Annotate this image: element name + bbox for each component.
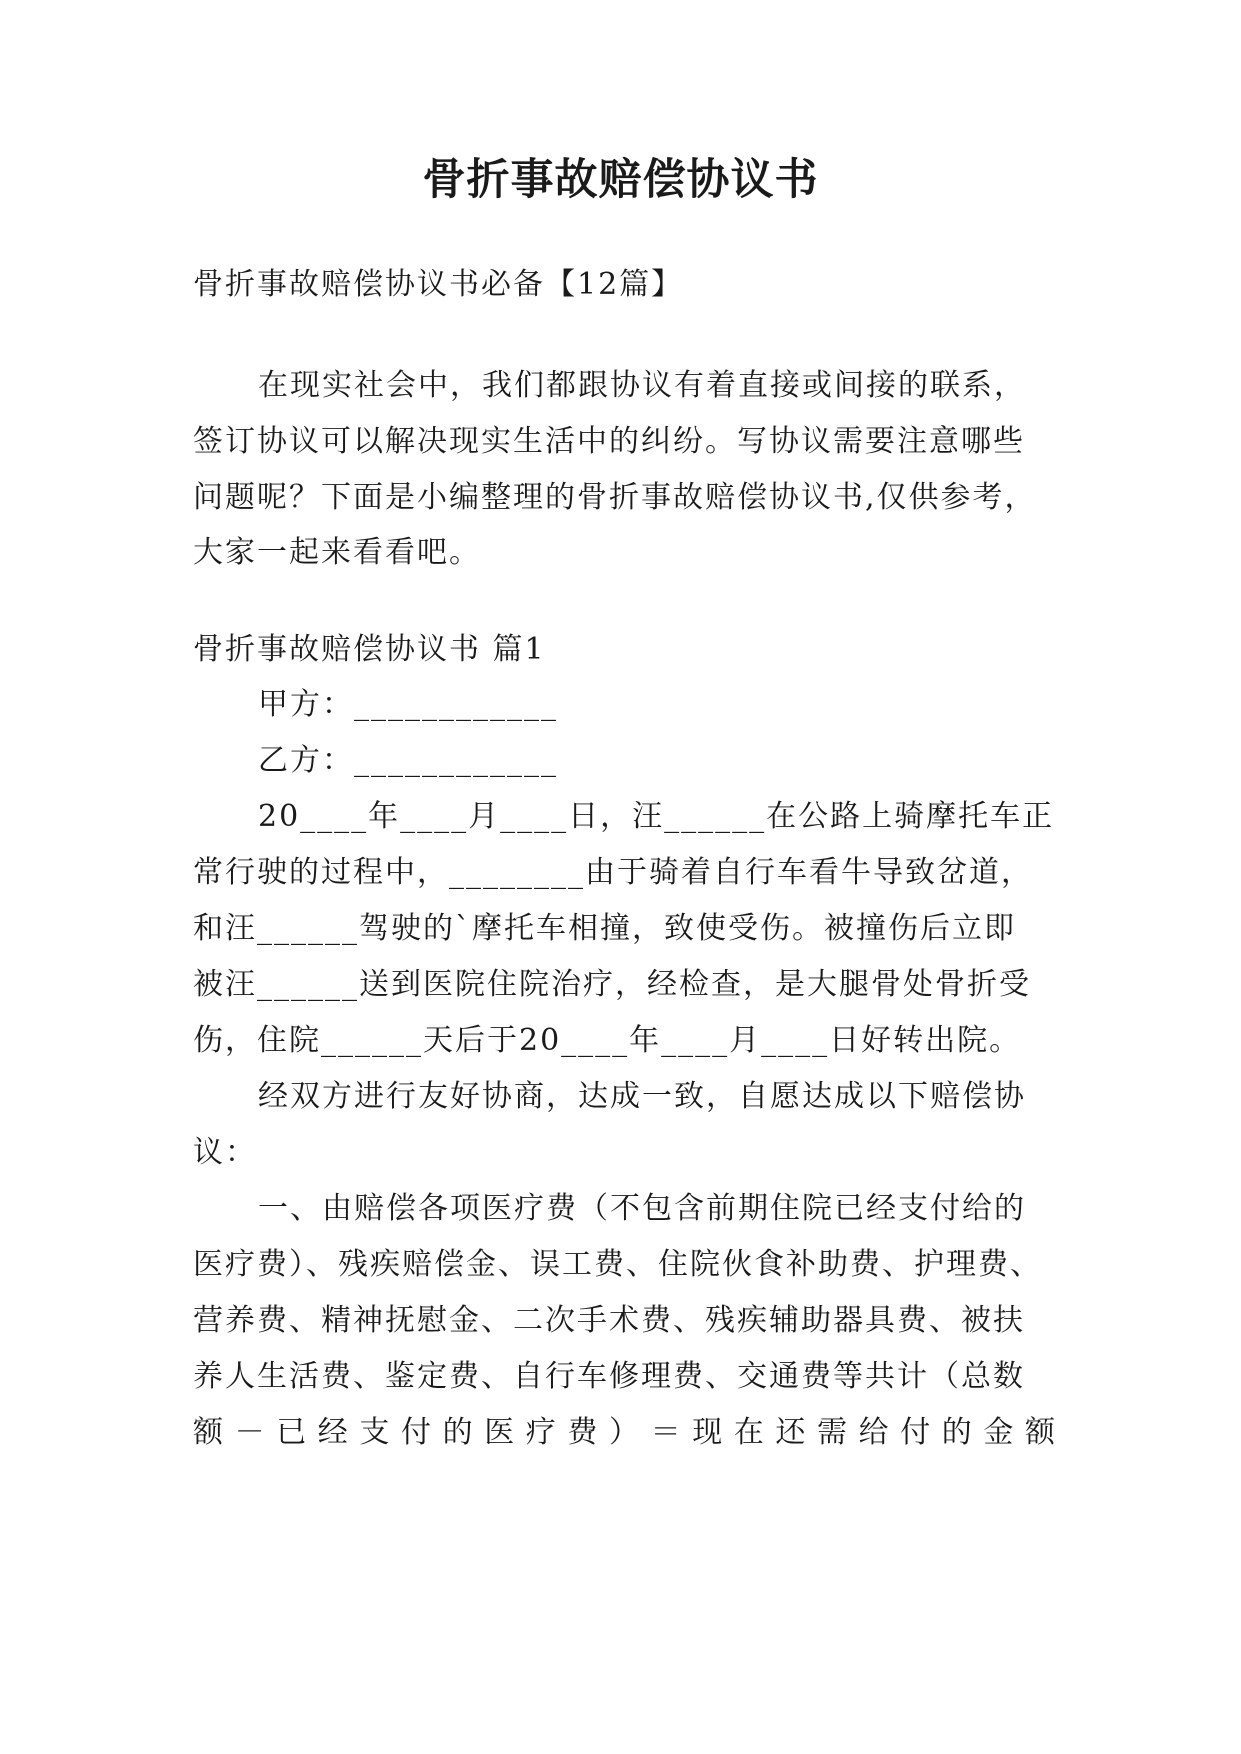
party-a-line: 甲方：____________ — [258, 687, 558, 722]
body-line: 经双方进行友好协商，达成一致，自愿达成以下赔偿协 — [258, 1079, 1026, 1114]
body-line: 额－已经支付的医疗费）＝现在还需给付的金额 — [193, 1415, 1055, 1450]
body-line: 和汪______驾驶的`摩托车相撞，致使受伤。被撞伤后立即 — [193, 911, 1016, 946]
intro-line: 签订协议可以解决现实生活中的纠纷。写协议需要注意哪些 — [193, 424, 1025, 459]
party-b-line: 乙方：____________ — [258, 743, 558, 778]
body-line: 伤，住院______天后于20____年____月____日好转出院。 — [193, 1023, 1022, 1058]
intro-line: 在现实社会中，我们都跟协议有着直接或间接的联系， — [258, 368, 1026, 403]
body-line: 医疗费）、残疾赔偿金、误工费、住院伙食补助费、护理费、 — [193, 1247, 1042, 1282]
body-line: 议： — [193, 1135, 257, 1170]
intro-line: 问题呢？下面是小编整理的骨折事故赔偿协议书,仅供参考， — [193, 480, 1037, 515]
document-subtitle: 骨折事故赔偿协议书必备【12篇】 — [193, 267, 684, 302]
body-line: 养人生活费、鉴定费、自行车修理费、交通费等共计（总数 — [193, 1359, 1025, 1394]
body-line: 20____年____月____日，汪______在公路上骑摩托车正 — [258, 799, 1055, 834]
body-line: 被汪______送到医院住院治疗，经检查，是大腿骨处骨折受 — [193, 967, 1031, 1002]
intro-line: 大家一起来看看吧。 — [193, 535, 481, 570]
body-line: 常行驶的过程中，________由于骑着自行车看牛导致岔道， — [193, 855, 1033, 890]
document-title: 骨折事故赔偿协议书 — [422, 155, 819, 205]
body-line: 营养费、精神抚慰金、二次手术费、残疾辅助器具费、被扶 — [193, 1303, 1025, 1338]
section-heading: 骨折事故赔偿协议书 篇1 — [193, 632, 546, 667]
body-line: 一、由赔偿各项医疗费（不包含前期住院已经支付给的 — [258, 1191, 1026, 1226]
